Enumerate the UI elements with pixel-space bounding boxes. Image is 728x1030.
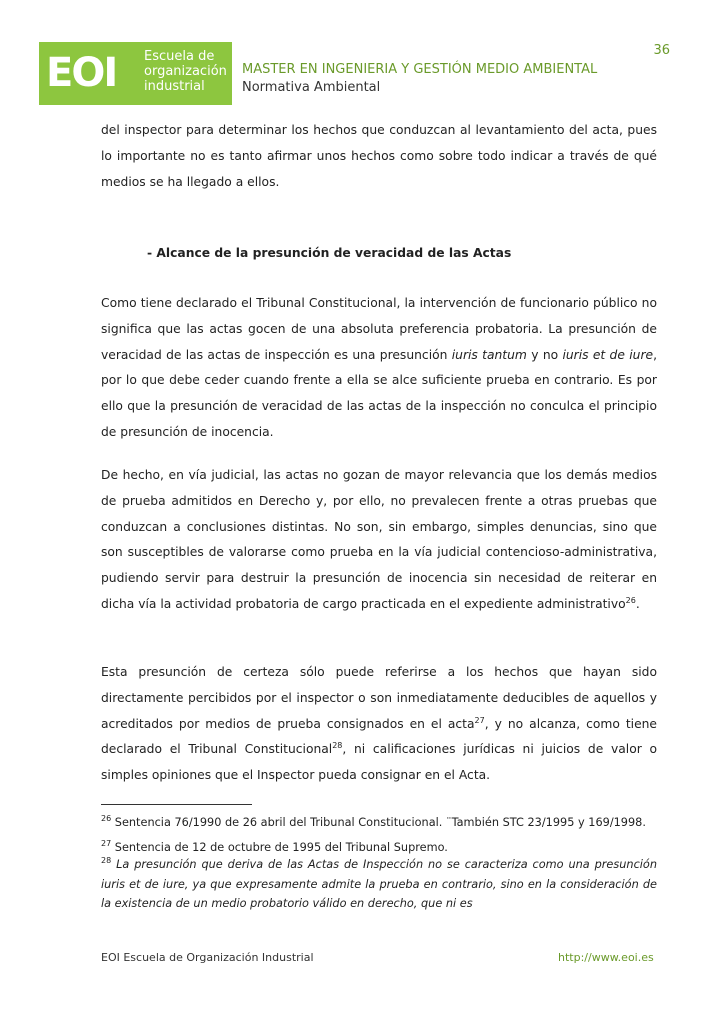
p4-text-b: , y no alcanza, como tiene declarado el Tribunal Constitucional (101, 716, 658, 757)
p2-italic-1: iuris tantum (451, 347, 527, 362)
logo-mark: EOI (46, 50, 117, 96)
p2-text-a: Como tiene declarado el Tribunal Constitucional, la intervención de funcionario público no significa que las actas gocen de una absoluta preferencia probatoria. La presunción de veracidad de las actas de inspección es una presunción (101, 296, 657, 362)
footnote-26 (101, 814, 657, 831)
logo-line-2: organización (144, 64, 227, 79)
footnote-ref-27: 27 (474, 715, 485, 725)
p4-text-a: Esta presunción de certeza sólo puede referirse a los hechos que hayan sido directamente percibidos por el inspector o son inmediatamente deducibles de aquellos y acreditados por medios de prueba consignados en el acta (101, 665, 657, 731)
logo-line-3: industrial (144, 79, 205, 94)
footnote-27 (101, 839, 657, 856)
p2-italic-2: iuris et de iure (562, 347, 654, 362)
p3-end: . (635, 596, 640, 611)
footnote-text: La presunción que deriva de las Actas de Inspección no se caracteriza como una presunción iuris et de iure, ya que expresamente admite la prueba en contrario, sino en la consideración de la existencia de un medio probatorio válido en derecho, que ni es (101, 858, 657, 910)
paragraph-4 (101, 660, 657, 789)
header-title: MASTER EN INGENIERIA Y GESTIÓN MEDIO AMBIENTAL (242, 62, 598, 77)
footnote-number: 26 (101, 814, 112, 824)
footnote-divider (101, 804, 252, 805)
p2-text-b: y no (526, 347, 563, 362)
footnote-text: Sentencia 76/1990 de 26 abril del Tribunal Constitucional. ¨También STC 23/1995 y 169/1998. (111, 816, 646, 829)
footer-organization: EOI Escuela de Organización Industrial (101, 951, 314, 964)
p4-text-c: , ni calificaciones jurídicas ni juicios de valor o simples opiniones que el Inspector pueda consignar en el Acta. (101, 742, 657, 783)
section-heading: - Alcance de la presunción de veracidad de las Actas (147, 246, 512, 260)
page-number: 36 (653, 43, 670, 58)
p2-text-c: , por lo que debe ceder cuando frente a ella se alce suficiente prueba en contrario. Es por ello que la presunción de veracidad de las actas de la inspección no conculca el principio de presunción de inocencia. (101, 347, 657, 439)
paragraph-1: del inspector para determinar los hechos que conduzcan al levantamiento del acta, pues lo importante no es tanto afirmar unos hechos como sobre todo indicar a través de qué medios se ha llegado a ellos. (101, 123, 657, 189)
footnote-number: 27 (101, 839, 112, 849)
paragraph-3 (101, 463, 657, 618)
paragraph-2 (101, 291, 657, 446)
footer-website-link[interactable]: http://www.eoi.es (558, 951, 654, 964)
eoi-logo (39, 42, 232, 105)
footnote-number: 28 (101, 856, 112, 866)
logo-text (144, 49, 227, 94)
p3-text: De hecho, en vía judicial, las actas no gozan de mayor relevancia que los demás medios de prueba admitidos en Derecho y, por ello, no prevalecen frente a otras pruebas que conduzcan a conclusiones distintas. No son, sin embargo, simples denuncias, sino que son susceptibles de valorarse como prueba en la vía judicial contencioso-administrativa, pudiendo servir para destruir la presunción de inocencia sin necesidad de reiterar en dicha vía la actividad probatoria de cargo practicada en el expediente administrativo (101, 468, 657, 611)
footnote-28 (101, 855, 657, 914)
footnote-ref-28: 28 (332, 741, 343, 751)
footnote-text: Sentencia de 12 de octubre de 1995 del Tribunal Supremo. (111, 841, 448, 854)
header-subtitle: Normativa Ambiental (242, 80, 381, 95)
logo-line-1: Escuela de (144, 49, 215, 64)
footnote-ref-26: 26 (625, 595, 636, 605)
